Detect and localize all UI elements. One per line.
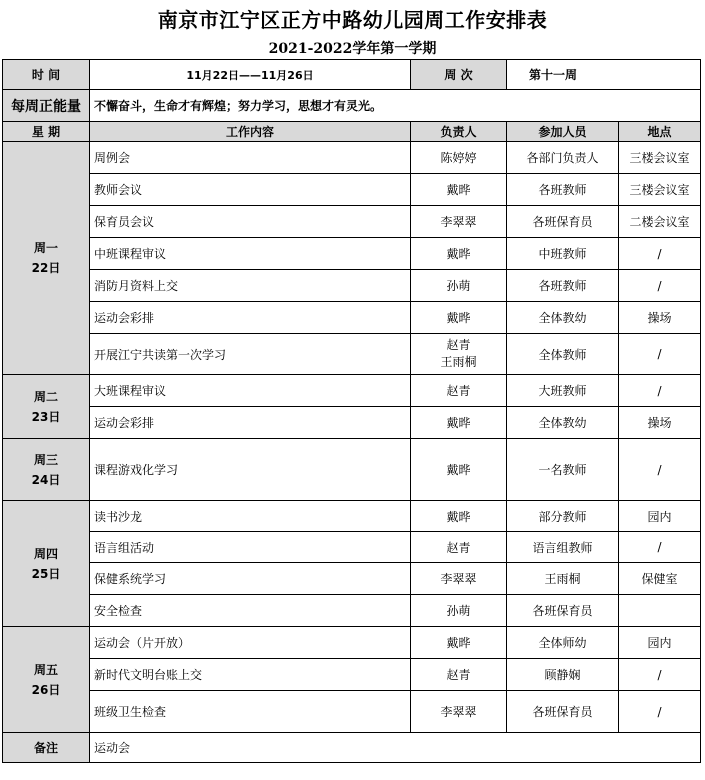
table-row: [3, 659, 701, 691]
location-cell: /: [619, 659, 701, 691]
owner-cell: 陈婷婷: [411, 142, 507, 174]
content-cell: 班级卫生检查: [90, 691, 411, 733]
header-participants: 参加人员: [507, 122, 619, 142]
content-cell: 周例会: [90, 142, 411, 174]
participants-cell: 语言组教师: [507, 532, 619, 563]
participants-cell: 各班保育员: [507, 595, 619, 627]
location-cell: 三楼会议室: [619, 142, 701, 174]
day-date: 24日: [31, 472, 61, 487]
owner-cell: 赵青: [411, 375, 507, 407]
remarks-label: 备注: [3, 733, 90, 763]
owner-cell: [411, 334, 507, 375]
participants-cell: 大班教师: [507, 375, 619, 407]
day-date: 25日: [31, 566, 61, 581]
content-cell: 开展江宁共读第一次学习: [90, 334, 411, 375]
column-header-row: [3, 122, 701, 142]
content-cell: 消防月资料上交: [90, 270, 411, 302]
content-cell: 安全检查: [90, 595, 411, 627]
table-row: [3, 627, 701, 659]
day-cell-tuesday: [3, 375, 90, 439]
content-cell: 语言组活动: [90, 532, 411, 563]
day-cell-thursday: [3, 501, 90, 627]
content-cell: 运动会彩排: [90, 407, 411, 439]
content-cell: 课程游戏化学习: [90, 439, 411, 501]
table-row: [3, 270, 701, 302]
table-row: [3, 563, 701, 595]
table-row: [3, 595, 701, 627]
content-cell: 中班课程审议: [90, 238, 411, 270]
table-row: [3, 334, 701, 375]
participants-cell: 全体师幼: [507, 627, 619, 659]
location-cell: 园内: [619, 501, 701, 532]
location-cell: 保健室: [619, 563, 701, 595]
date-range: 11月22日——11月26日: [90, 60, 411, 90]
term-subtitle: 2021-2022学年第一学期: [268, 41, 437, 57]
weekly-schedule-table: [2, 59, 701, 763]
participants-cell: 各班教师: [507, 174, 619, 206]
content-cell: 运动会彩排: [90, 302, 411, 334]
owner-cell: 赵青: [411, 659, 507, 691]
day-cell-friday: [3, 627, 90, 733]
location-cell: /: [619, 334, 701, 375]
table-row: [3, 375, 701, 407]
day-name: 周二: [33, 389, 58, 404]
table-row: [3, 407, 701, 439]
location-cell: 园内: [619, 627, 701, 659]
content-cell: 运动会（片开放）: [90, 627, 411, 659]
participants-cell: 顾静娴: [507, 659, 619, 691]
table-row: [3, 142, 701, 174]
owner-cell: 戴晔: [411, 174, 507, 206]
table-row: [3, 532, 701, 563]
day-cell-wednesday: [3, 439, 90, 501]
table-row: [3, 238, 701, 270]
location-cell: 操场: [619, 407, 701, 439]
location-cell: /: [619, 691, 701, 733]
owner-cell: 戴晔: [411, 501, 507, 532]
location-cell: 三楼会议室: [619, 174, 701, 206]
day-date: 26日: [31, 682, 61, 697]
page-title: 南京市江宁区正方中路幼儿园周工作安排表: [157, 8, 548, 32]
motto-text: 不懈奋斗，生命才有辉煌；努力学习，思想才有灵光。: [90, 90, 701, 122]
owner-cell: 李翠翠: [411, 206, 507, 238]
header-day: 星 期: [3, 122, 90, 142]
day-name: 周四: [33, 546, 58, 561]
participants-cell: 各班教师: [507, 270, 619, 302]
header-owner: 负责人: [411, 122, 507, 142]
location-cell: 操场: [619, 302, 701, 334]
owner-cell: 李翠翠: [411, 691, 507, 733]
content-cell: 读书沙龙: [90, 501, 411, 532]
owner-cell: 赵青: [411, 532, 507, 563]
content-cell: 保健系统学习: [90, 563, 411, 595]
content-cell: 教师会议: [90, 174, 411, 206]
participants-cell: 王雨桐: [507, 563, 619, 595]
table-row: [3, 174, 701, 206]
owner-cell: 李翠翠: [411, 563, 507, 595]
info-row: [3, 60, 701, 90]
location-cell: /: [619, 532, 701, 563]
location-cell: /: [619, 439, 701, 501]
owner-cell: 戴晔: [411, 238, 507, 270]
participants-cell: 部分教师: [507, 501, 619, 532]
header-location: 地点: [619, 122, 701, 142]
week-label: 周 次: [411, 60, 507, 90]
participants-cell: 各班保育员: [507, 206, 619, 238]
content-cell: 保育员会议: [90, 206, 411, 238]
owner-cell: 戴晔: [411, 407, 507, 439]
content-cell: 大班课程审议: [90, 375, 411, 407]
owner-cell: 戴晔: [411, 627, 507, 659]
owner-line: 王雨桐: [440, 355, 477, 369]
day-date: 22日: [31, 261, 61, 275]
participants-cell: 全体教幼: [507, 302, 619, 334]
owner-cell: 孙萌: [411, 270, 507, 302]
owner-cell: 孙萌: [411, 595, 507, 627]
day-date: 23日: [31, 409, 61, 424]
location-cell: 二楼会议室: [619, 206, 701, 238]
location-cell: /: [619, 270, 701, 302]
table-row: [3, 439, 701, 501]
participants-cell: 中班教师: [507, 238, 619, 270]
participants-cell: 一名教师: [507, 439, 619, 501]
participants-cell: 各班保育员: [507, 691, 619, 733]
day-name: 周五: [33, 662, 58, 677]
remarks-text: 运动会: [90, 733, 701, 763]
week-value: 第十一周: [507, 60, 701, 90]
participants-cell: 全体教幼: [507, 407, 619, 439]
day-name: 周三: [33, 452, 58, 467]
motto-row: [3, 90, 701, 122]
owner-cell: 戴晔: [411, 302, 507, 334]
table-row: [3, 501, 701, 532]
location-cell: [619, 595, 701, 627]
header-content: 工作内容: [90, 122, 411, 142]
location-cell: /: [619, 375, 701, 407]
time-label: 时 间: [3, 60, 90, 90]
remarks-row: [3, 733, 701, 763]
day-cell-monday: [3, 142, 90, 375]
participants-cell: 全体教师: [507, 334, 619, 375]
participants-cell: 各部门负责人: [507, 142, 619, 174]
table-row: [3, 206, 701, 238]
table-row: [3, 691, 701, 733]
table-row: [3, 302, 701, 334]
content-cell: 新时代文明台账上交: [90, 659, 411, 691]
owner-cell: 戴晔: [411, 439, 507, 501]
day-name: 周一: [33, 241, 58, 255]
owner-line: 赵青: [446, 338, 471, 352]
location-cell: /: [619, 238, 701, 270]
motto-label: 每周正能量: [3, 90, 90, 122]
